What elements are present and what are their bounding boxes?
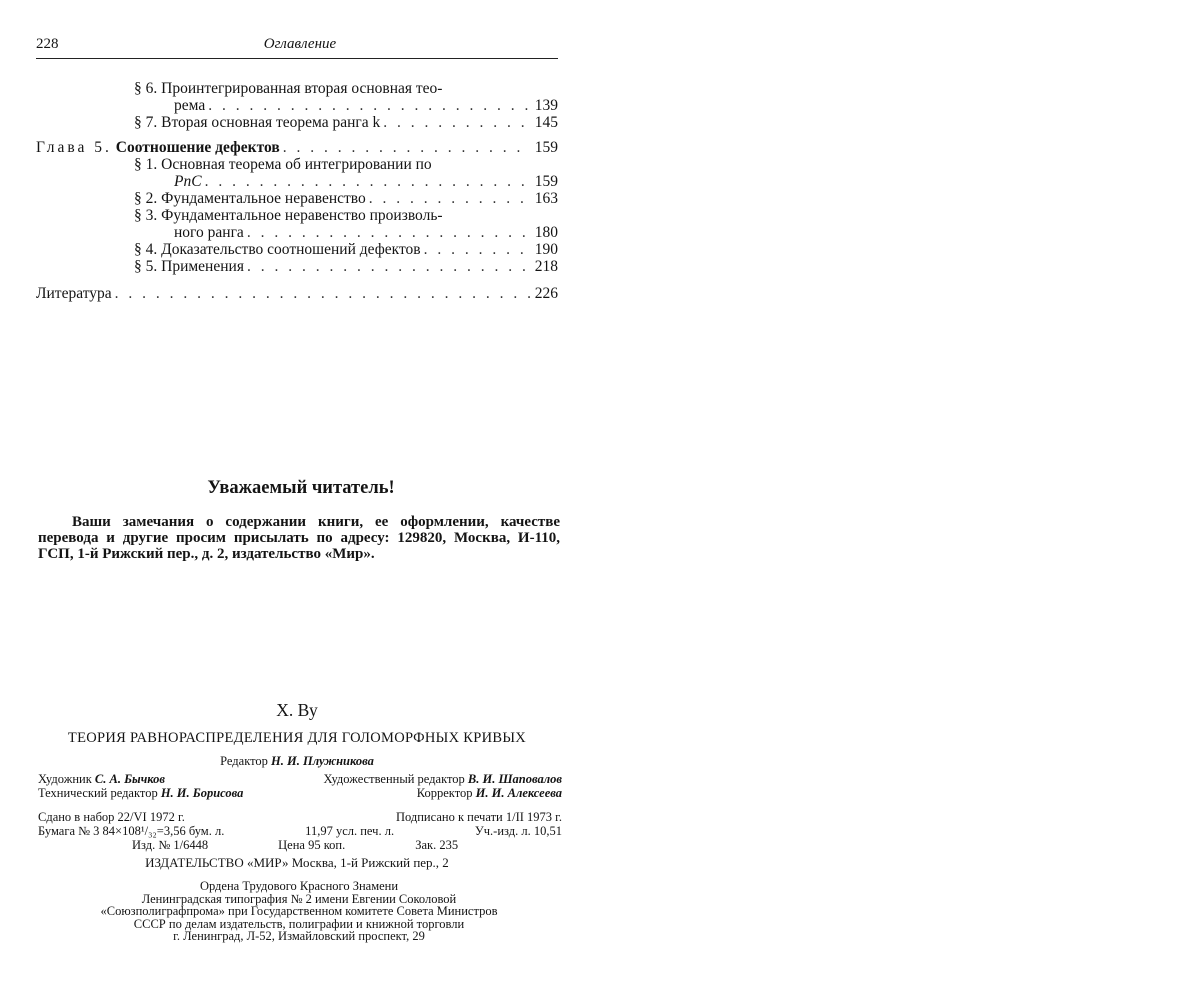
editor-name: Н. И. Плужникова xyxy=(271,754,374,768)
toc-entry-c2 xyxy=(36,190,558,207)
colophon-book-title: ТЕОРИЯ РАВНОРАСПРЕДЕЛЕНИЯ ДЛЯ ГОЛОМОРФНЫХ КРИВЫХ xyxy=(67,730,527,746)
toc-entry-text: § 2. Фундаментальное неравенство xyxy=(134,190,366,207)
toc-page-number: 159 xyxy=(534,173,558,190)
toc-entry-text: рема xyxy=(174,97,206,114)
toc-entry-text: ного ранга xyxy=(174,224,244,241)
dot-leader xyxy=(247,224,531,241)
toc-entry-text: § 4. Доказательство соотношений дефектов xyxy=(134,241,421,258)
toc-page-number: 180 xyxy=(534,224,558,241)
toc-entry-text: § 5. Применения xyxy=(134,258,244,275)
dot-leader xyxy=(115,285,531,302)
toc-page-number: 190 xyxy=(534,241,558,258)
header-rule xyxy=(36,58,558,59)
print-detail: Цена 95 коп. xyxy=(278,838,346,852)
toc-entry-text: § 3. Фундаментальное неравенство произволь- xyxy=(134,207,443,224)
toc-entry-c4 xyxy=(36,241,558,258)
artist-label: Художник xyxy=(38,772,92,786)
colophon-author: Х. Ву xyxy=(276,700,318,720)
toc-entry-c1-line2 xyxy=(36,173,558,190)
toc-entry-s6-line2 xyxy=(36,97,558,114)
print-detail: Сдано в набор 22/VI 1972 г. xyxy=(38,810,185,824)
toc-page-number: 226 xyxy=(534,285,558,302)
toc-literature xyxy=(36,285,558,302)
dot-leader xyxy=(369,190,531,207)
toc-entry-c1-line1 xyxy=(36,156,558,173)
colophon-editor xyxy=(36,754,558,768)
printer-line: Ордена Трудового Красного Знамени xyxy=(199,879,399,893)
print-row xyxy=(38,824,562,838)
colophon-print-details xyxy=(38,810,562,852)
tech-editor-name: Н. И. Борисова xyxy=(160,786,244,800)
toc-entry-c3-line1 xyxy=(36,207,558,224)
printer-line: «Союзполиграфпрома» при Государственном комитете Совета Министров xyxy=(100,904,498,918)
print-detail: Зак. 235 xyxy=(415,838,459,852)
colophon-printer xyxy=(36,880,562,943)
art-editor-name: В. И. Шаповалов xyxy=(467,772,562,786)
print-detail: Подписано к печати 1/II 1973 г. xyxy=(395,810,562,824)
dot-leader xyxy=(205,173,531,190)
running-title: Оглавление xyxy=(263,36,337,52)
notice-body: Ваши замечания о содержании книги, ее оформлении, качестве перевода и другие просим присылать по адресу: 129820, Москва, И-110, ГСП, 1-й Рижский пер., д. 2, издательство «Мир». xyxy=(38,514,560,562)
toc-entry-text: Литература xyxy=(36,285,112,302)
notice-title: Уважаемый читатель! xyxy=(207,478,395,498)
toc-page-number: 145 xyxy=(534,114,558,131)
toc-entry-s7 xyxy=(36,114,558,131)
dot-leader xyxy=(247,258,531,275)
toc-page-number: 159 xyxy=(534,139,558,156)
artist-name: С. А. Бычков xyxy=(94,772,165,786)
proofreader-label: Корректор xyxy=(416,786,473,800)
page-number: 228 xyxy=(36,36,59,52)
editor-label: Редактор xyxy=(220,754,268,768)
toc-entry-s6-line1 xyxy=(36,80,558,97)
chapter-title: Соотношение дефектов xyxy=(115,139,280,156)
proofreader-name: И. И. Алексеева xyxy=(475,786,562,800)
toc-page-number: 139 xyxy=(534,97,558,114)
credit-row xyxy=(38,786,562,800)
toc-entry-c5 xyxy=(36,258,558,275)
print-detail: Бумага № 3 84×108¹/₃₂=3,56 бум. л. xyxy=(38,824,225,838)
toc-entry-text: § 6. Проинтегрированная вторая основная тео- xyxy=(134,80,443,97)
chapter-label: Глава 5. xyxy=(36,139,112,156)
toc-entry-text: § 1. Основная теорема об интегрировании по xyxy=(134,156,432,173)
print-detail: Изд. № 1/6448 xyxy=(132,838,209,852)
colophon-credits xyxy=(38,772,562,800)
table-of-contents xyxy=(36,80,558,302)
print-row xyxy=(38,810,562,824)
toc-entry-c3-line2 xyxy=(36,224,558,241)
print-row xyxy=(38,838,562,852)
toc-entry-text: § 7. Вторая основная теорема ранга k xyxy=(134,114,381,131)
toc-entry-text: PnC xyxy=(174,173,202,190)
art-editor-label: Художественный редактор xyxy=(323,772,465,786)
printer-line: СССР по делам издательств, полиграфии и книжной торговли xyxy=(133,916,465,931)
dot-leader xyxy=(383,114,531,131)
credit-row xyxy=(38,772,562,786)
tech-editor-label: Технический редактор xyxy=(38,786,158,800)
dot-leader xyxy=(424,241,531,258)
print-detail: Уч.-изд. л. 10,51 xyxy=(474,824,562,838)
print-detail: 11,97 усл. печ. л. xyxy=(305,824,395,838)
toc-chapter-5 xyxy=(36,139,558,156)
printer-line: Ленинградская типография № 2 имени Евгении Соколовой xyxy=(141,891,457,906)
toc-page-number: 218 xyxy=(534,258,558,275)
printer-line: г. Ленинград, Л-52, Измайловский проспект, 29 xyxy=(173,929,425,943)
dot-leader xyxy=(208,97,531,114)
dot-leader xyxy=(283,139,531,156)
colophon-publisher: ИЗДАТЕЛЬСТВО «МИР» Москва, 1-й Рижский пер., 2 xyxy=(145,855,449,870)
toc-page-number: 163 xyxy=(534,190,558,207)
